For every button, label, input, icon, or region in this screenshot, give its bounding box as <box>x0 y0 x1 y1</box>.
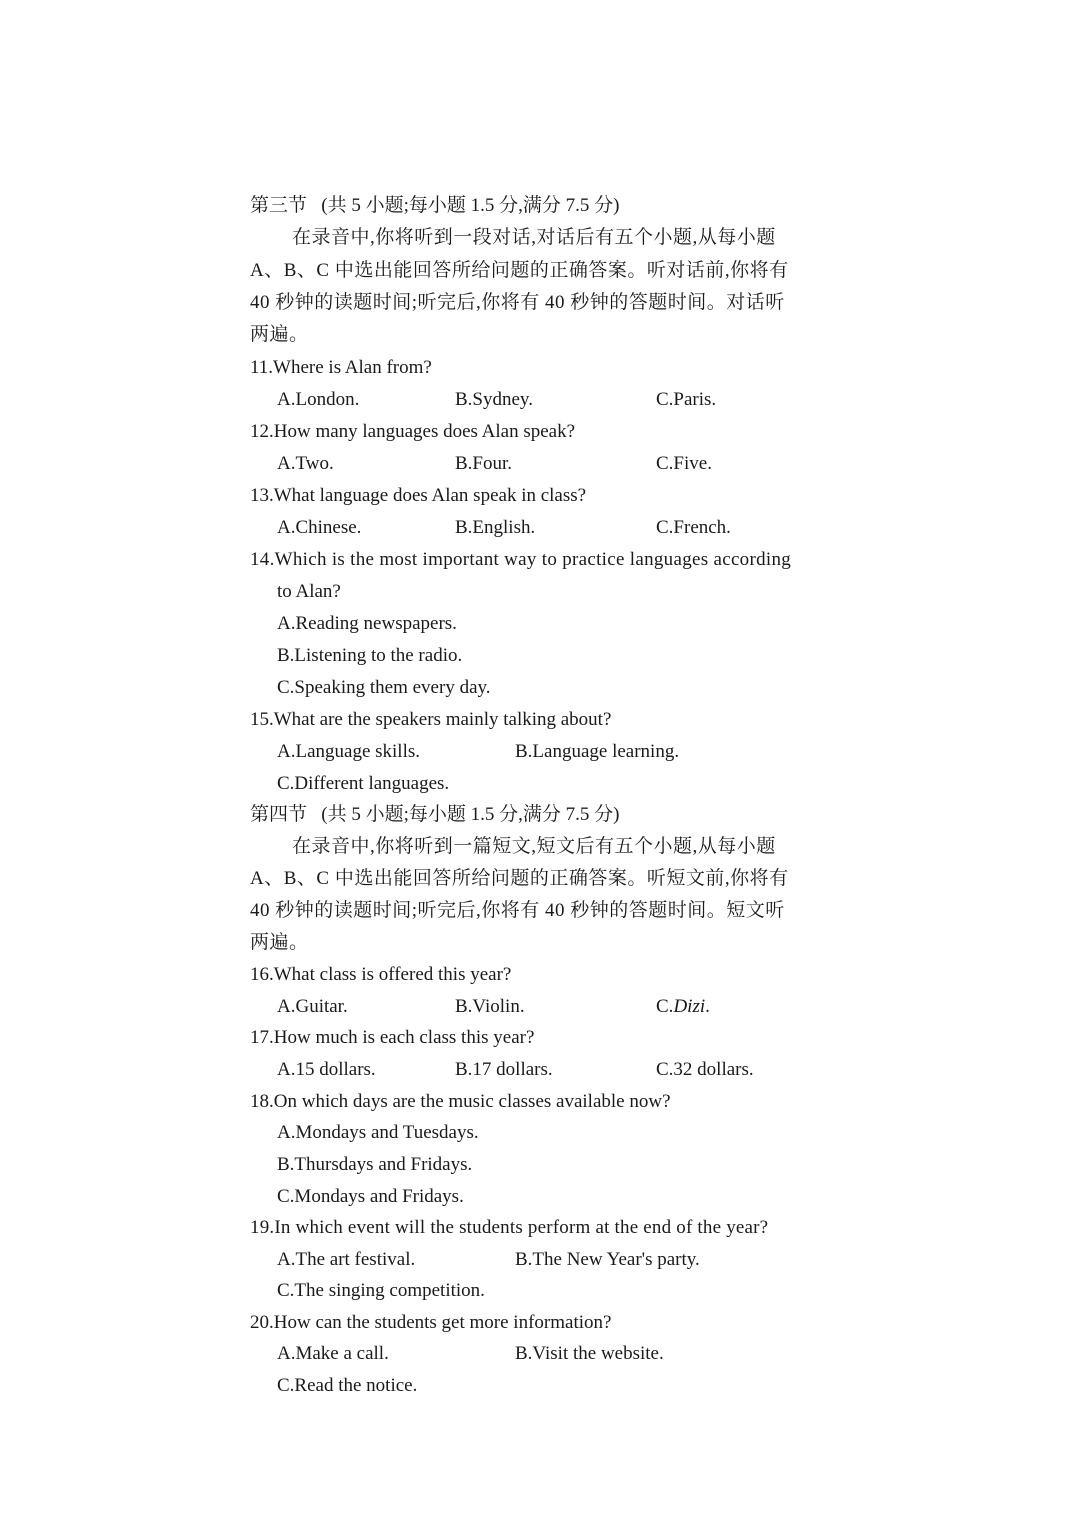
q16-option-a: A.Guitar. <box>277 996 348 1017</box>
q16-option-c-prefix: C. <box>656 996 674 1017</box>
question-11: 11.Where is Alan from? <box>250 357 432 378</box>
q19-option-b: B.The New Year's party. <box>515 1249 700 1270</box>
q14-option-c: C.Speaking them every day. <box>277 677 491 698</box>
q19-option-a: A.The art festival. <box>277 1249 416 1270</box>
section4-instruction-line: 两遍。 <box>250 932 309 953</box>
q20-option-c: C.Read the notice. <box>277 1375 418 1396</box>
section3-instruction-line: 40 秒钟的读题时间;听完后,你将有 40 秒钟的答题时间。对话听 <box>250 292 785 313</box>
q16-option-c-word: Dizi <box>673 996 706 1017</box>
section4-title: 第四节 <box>250 804 308 825</box>
q12-option-c: C.Five. <box>656 453 712 474</box>
section3-scoring: (共 5 小题;每小题 1.5 分,满分 7.5 分) <box>321 195 620 216</box>
q18-option-c: C.Mondays and Fridays. <box>277 1186 464 1207</box>
q19-option-c: C.The singing competition. <box>277 1280 485 1301</box>
q11-option-a: A.London. <box>277 389 360 410</box>
question-17: 17.How much is each class this year? <box>250 1027 535 1048</box>
q18-option-b: B.Thursdays and Fridays. <box>277 1154 473 1175</box>
q12-option-a: A.Two. <box>277 453 334 474</box>
q17-option-a: A.15 dollars. <box>277 1059 376 1080</box>
section4-instruction-line: 在录音中,你将听到一篇短文,短文后有五个小题,从每小题 <box>292 836 776 857</box>
q20-option-b: B.Visit the website. <box>515 1343 664 1364</box>
q20-option-a: A.Make a call. <box>277 1343 389 1364</box>
question-14: 14.Which is the most important way to practice languages according <box>250 549 792 570</box>
q16-option-c <box>656 995 710 1019</box>
q13-option-c: C.French. <box>656 517 731 538</box>
question-18: 18.On which days are the music classes available now? <box>250 1091 671 1112</box>
question-13: 13.What language does Alan speak in class? <box>250 485 587 506</box>
section3-instruction-line: A、B、C 中选出能回答所给问题的正确答案。听对话前,你将有 <box>250 260 789 281</box>
question-19: 19.In which event will the students perform at the end of the year? <box>250 1217 769 1238</box>
q11-option-b: B.Sydney. <box>455 389 533 410</box>
section4-scoring: (共 5 小题;每小题 1.5 分,满分 7.5 分) <box>321 804 620 825</box>
q14-option-b: B.Listening to the radio. <box>277 645 463 666</box>
question-16: 16.What class is offered this year? <box>250 964 512 985</box>
question-12: 12.How many languages does Alan speak? <box>250 421 576 442</box>
q13-option-a: A.Chinese. <box>277 517 362 538</box>
q12-option-b: B.Four. <box>455 453 513 474</box>
q18-option-a: A.Mondays and Tuesdays. <box>277 1122 479 1143</box>
q14-option-a: A.Reading newspapers. <box>277 613 457 634</box>
section3-title: 第三节 <box>250 195 308 216</box>
question-20: 20.How can the students get more information? <box>250 1312 612 1333</box>
section4-heading <box>250 803 619 827</box>
section3-heading <box>250 194 619 218</box>
section3-instruction-line: 两遍。 <box>250 324 309 345</box>
q15-option-b: B.Language learning. <box>515 741 680 762</box>
question-14-continued: to Alan? <box>277 581 341 602</box>
section4-instruction-line: 40 秒钟的读题时间;听完后,你将有 40 秒钟的答题时间。短文听 <box>250 900 785 921</box>
q15-option-c: C.Different languages. <box>277 773 450 794</box>
q15-option-a: A.Language skills. <box>277 741 421 762</box>
section3-instruction-line: 在录音中,你将听到一段对话,对话后有五个小题,从每小题 <box>292 227 776 248</box>
question-15: 15.What are the speakers mainly talking about? <box>250 709 612 730</box>
q11-option-c: C.Paris. <box>656 389 717 410</box>
q16-option-b: B.Violin. <box>455 996 525 1017</box>
q16-option-c-suffix: . <box>705 996 710 1017</box>
section4-instruction-line: A、B、C 中选出能回答所给问题的正确答案。听短文前,你将有 <box>250 868 789 889</box>
q17-option-b: B.17 dollars. <box>455 1059 553 1080</box>
q13-option-b: B.English. <box>455 517 536 538</box>
q17-option-c: C.32 dollars. <box>656 1059 754 1080</box>
